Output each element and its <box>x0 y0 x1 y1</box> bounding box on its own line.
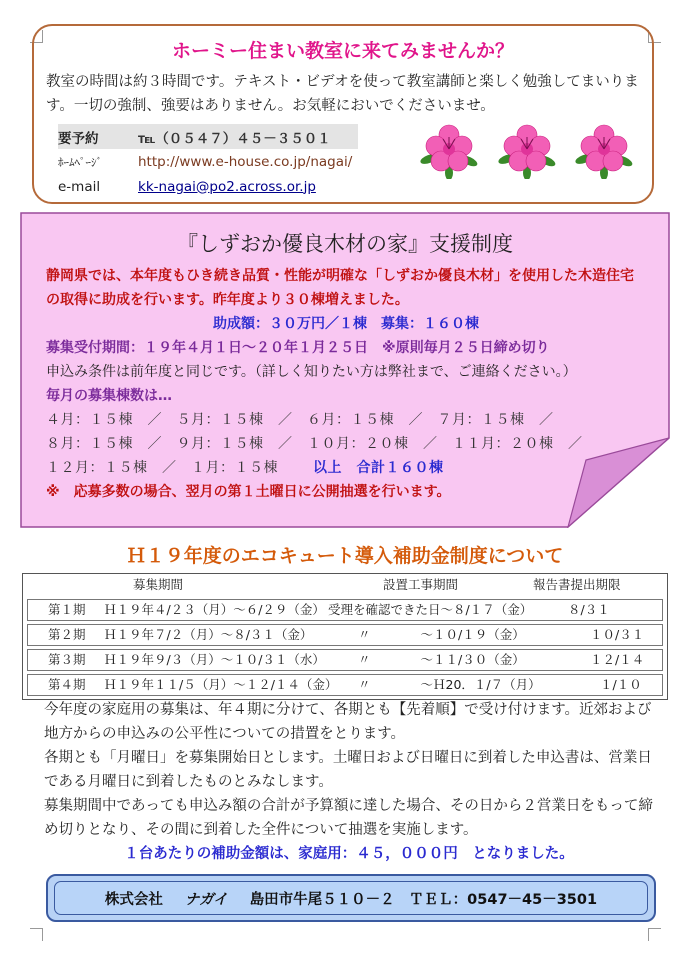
monthly-quota-row: ８月：１５棟 ／ ９月：１５棟 ／ １０月：２０棟 ／ １１月：２０棟 ／ <box>46 436 583 452</box>
report-cell: ８/３１ <box>568 602 610 617</box>
company-name: ナガイ <box>184 891 228 908</box>
email-label: e-mail <box>58 178 101 195</box>
table-header-row <box>23 574 667 596</box>
term-cell: 第３期 <box>48 652 86 667</box>
reservation-tel-row <box>58 124 358 149</box>
support-program-content <box>46 264 646 504</box>
telephone-number[interactable]: ℡（０５４７）４５－３５０１ <box>138 130 331 147</box>
header-application-period: 募集期間 <box>133 577 184 592</box>
term-cell: 第２期 <box>48 627 86 642</box>
work-cell: 〃 ～１１/３０（金） <box>358 652 525 667</box>
wood-house-support-box <box>20 212 670 528</box>
grant-amount: 助成額：３０万円／１棟 募集：１６０棟 <box>213 316 479 332</box>
reservation-label: 要予約 <box>58 130 99 147</box>
support-intro: 静岡県では、本年度もひき続き品質・性能が明確な「しずおか優良木材」を使用した木造住宅の取得に助成を行います。昨年度より３０棟増えました。 <box>46 268 634 308</box>
explanation-paragraph: 今年度の家庭用の募集は、年４期に分けて、各期とも【先着順】で受け付けます。近郊および地方からの申込みの公平性についての措置をとります。 <box>44 702 652 742</box>
report-cell: １/１０ <box>600 677 642 692</box>
quota-total: 以上 合計１６０棟 <box>312 460 444 476</box>
support-program-title: 『しずおか優良木材の家』支援制度 <box>177 232 513 256</box>
company-prefix: 株式会社 <box>104 891 163 908</box>
application-conditions: 申込み条件は前年度と同じです。（詳しく知りたい方は弊社まで、ご連絡ください。） <box>46 364 577 380</box>
header-installation-period: 設置工事期間 <box>383 577 459 592</box>
period-cell: Ｈ１９年１１/５（月）～１２/１４（金） <box>104 677 338 692</box>
period-cell: Ｈ１９年７/２（月）～８/３１（金） <box>104 627 313 642</box>
table-row <box>27 674 663 696</box>
report-cell: １２/１４ <box>590 652 645 667</box>
crop-mark-bottom-left <box>30 928 43 941</box>
header-report-deadline: 報告書提出期限 <box>533 577 621 592</box>
work-cell: 受理を確認できた日～８/１７（金） <box>328 602 533 617</box>
homepage-label: ﾎｰﾑﾍﾟｰｼﾞ <box>58 155 102 169</box>
azalea-flower-icon <box>574 121 634 179</box>
homepage-link[interactable]: http://www.e-house.co.jp/nagai/ <box>138 153 353 170</box>
subsidy-explanation <box>44 698 654 866</box>
term-cell: 第４期 <box>48 677 86 692</box>
term-cell: 第１期 <box>48 602 86 617</box>
monthly-heading: 毎月の募集棟数は… <box>46 388 172 404</box>
report-cell: １０/３１ <box>590 627 645 642</box>
contact-info <box>58 124 358 199</box>
lottery-note: ※ 応募多数の場合、翌月の第１土曜日に公開抽選を行います。 <box>46 484 451 500</box>
table-row <box>27 599 663 621</box>
email-link[interactable]: kk-nagai@po2.across.or.jp <box>138 178 316 195</box>
email-row <box>58 174 358 199</box>
monthly-quota-row: ４月：１５棟 ／ ５月：１５棟 ／ ６月：１５棟 ／ ７月：１５棟 ／ <box>46 412 554 428</box>
subsidy-amount-note: １台あたりの補助金額は、家庭用：４５，０００円 となりました。 <box>124 846 574 862</box>
period-cell: Ｈ１９年４/２３（月）～６/２９（金） <box>104 602 325 617</box>
homepage-row <box>58 149 358 174</box>
housing-class-description: 教室の時間は約３時間です。テキスト・ビデオを使って教室講師と楽しく勉強してまいります。一切の強制、強要はありません。お気軽においでくださいませ。 <box>46 74 639 114</box>
monthly-quota-last: １２月：１５棟 ／ １月：１５棟 <box>46 460 278 476</box>
housing-class-box <box>32 24 654 204</box>
explanation-paragraph: 募集期間中であっても申込み額の合計が予算額に達した場合、その日から２営業日をもって締め切りとなり、その間に到着した全件について抽選を実施します。 <box>44 798 653 838</box>
crop-mark-bottom-right <box>648 928 661 941</box>
monthly-quota-last-row <box>46 456 646 480</box>
company-footer-inner <box>54 881 648 915</box>
application-period: 募集受付期間：１９年４月１日～２０年１月２５日 ※原則毎月２５日締め切り <box>46 340 550 356</box>
ecocute-subsidy-title: Ｈ１９年度のエコキュート導入補助金制度について <box>126 545 564 567</box>
housing-class-title: ホーミー住まい教室に来てみませんか？ <box>171 40 514 62</box>
explanation-paragraph: 各期とも「月曜日」を募集開始日とします。土曜日および日曜日に到着した申込書は、営業日である月曜日に到着したものとみなします。 <box>44 750 652 790</box>
subsidy-schedule-table <box>22 573 668 700</box>
azalea-flower-icon <box>497 121 557 179</box>
work-cell: 〃 ～Ｈ20．１/７（月） <box>358 677 541 692</box>
company-address-tel: 島田市牛尾５１０－２ ＴＥＬ：0547－45－3501 <box>249 891 598 908</box>
period-cell: Ｈ１９年９/３（月）～１０/３１（水） <box>104 652 325 667</box>
company-footer <box>46 874 656 922</box>
table-row <box>27 624 663 646</box>
azalea-flower-icon <box>419 121 479 179</box>
work-cell: 〃 ～１０/１９（金） <box>358 627 525 642</box>
flower-decoration <box>419 121 634 181</box>
table-row <box>27 649 663 671</box>
